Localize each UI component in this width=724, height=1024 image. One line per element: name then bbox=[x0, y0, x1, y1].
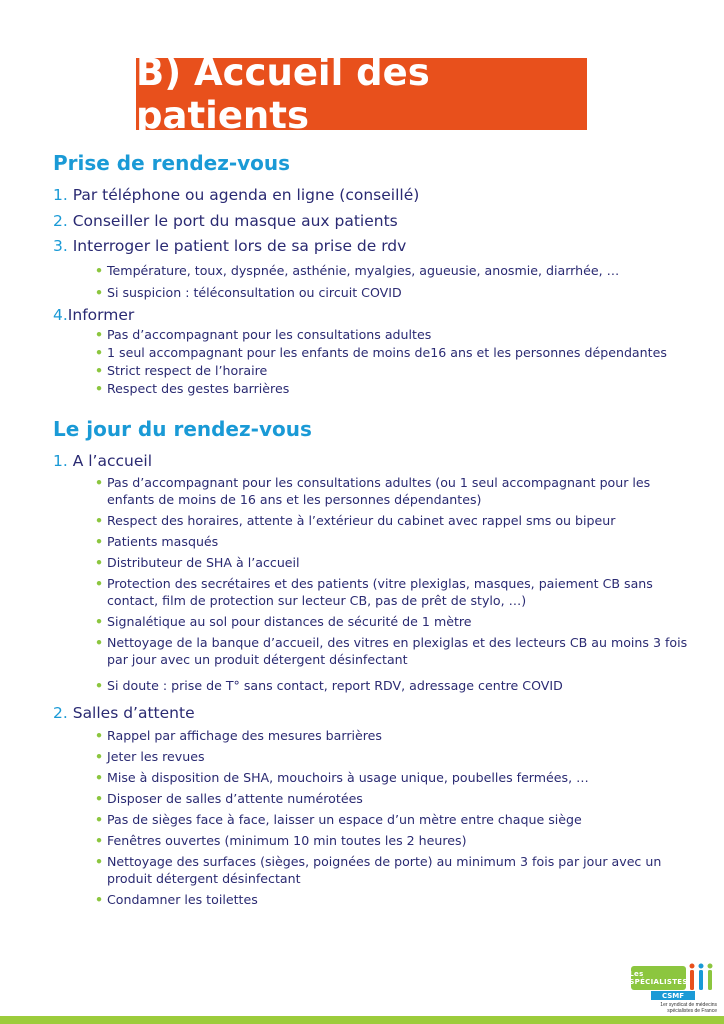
list-item: • Rappel par affichage des mesures barrières bbox=[95, 728, 382, 743]
bullet-dot-icon: • bbox=[95, 363, 104, 378]
bullet-dot-icon: • bbox=[95, 854, 104, 869]
item-text: Informer bbox=[67, 306, 135, 324]
list-item: • Si suspicion : téléconsultation ou circuit COVID bbox=[95, 285, 402, 300]
bullet-dot-icon: • bbox=[95, 513, 104, 528]
list-item: • Température, toux, dyspnée, asthénie, myalgies, agueusie, anosmie, diarrhée, … bbox=[95, 263, 620, 278]
logo-tagline-2: spécialistes de France bbox=[667, 1008, 717, 1014]
people-figures-icon bbox=[687, 962, 715, 992]
salles-attente-bullet-list bbox=[93, 727, 693, 908]
item-number: 2. bbox=[53, 212, 68, 230]
list-item: • Mise à disposition de SHA, mouchoirs à usage unique, poubelles fermées, … bbox=[95, 770, 589, 785]
bullet-dot-icon: • bbox=[95, 263, 104, 278]
list-item: • Jeter les revues bbox=[95, 749, 205, 764]
page-title bbox=[136, 51, 587, 137]
bullet-dot-icon: • bbox=[95, 534, 104, 549]
bullet-dot-icon: • bbox=[95, 678, 104, 693]
logo-badge bbox=[631, 966, 686, 990]
bullet-dot-icon: • bbox=[95, 381, 104, 396]
list-item: • Protection des secrétaires et des patients (vitre plexiglas, masques, paiement CB sans contact, film de protection sur lecteur CB, pas de prêt de stylo, …) bbox=[95, 576, 653, 608]
csmf-logo bbox=[631, 962, 717, 1014]
bullet-dot-icon: • bbox=[95, 576, 104, 591]
list-item: • Disposer de salles d’attente numérotées bbox=[95, 791, 363, 806]
bullet-dot-icon: • bbox=[95, 892, 104, 907]
bullet-dot-icon: • bbox=[95, 791, 104, 806]
section1-item-3 bbox=[53, 237, 406, 255]
list-item: • 1 seul accompagnant pour les enfants de moins de16 ans et les personnes dépendantes bbox=[95, 345, 667, 360]
list-item: • Fenêtres ouvertes (minimum 10 min toutes les 2 heures) bbox=[95, 833, 467, 848]
list-item: • Respect des horaires, attente à l’extérieur du cabinet avec rappel sms ou bipeur bbox=[95, 513, 616, 528]
section1-item-4 bbox=[53, 306, 134, 324]
list-item: • Distributeur de SHA à l’accueil bbox=[95, 555, 300, 570]
item-text: Par téléphone ou agenda en ligne (conseillé) bbox=[67, 186, 420, 204]
page-title-text: B) Accueil des patients bbox=[136, 51, 430, 137]
bullet-dot-icon: • bbox=[95, 749, 104, 764]
item-number: 1. bbox=[53, 186, 68, 204]
section-title-prise-rdv: Prise de rendez-vous bbox=[53, 151, 291, 175]
section2-item-2 bbox=[53, 704, 195, 722]
section1-item-2 bbox=[53, 212, 398, 230]
list-item: • Strict respect de l’horaire bbox=[95, 363, 268, 378]
section1-item-1 bbox=[53, 186, 419, 204]
list-item: • Si doute : prise de T° sans contact, report RDV, adressage centre COVID bbox=[95, 678, 563, 693]
item-number: 2. bbox=[53, 704, 68, 722]
item4-bullet-list bbox=[93, 326, 693, 397]
bullet-dot-icon: • bbox=[95, 770, 104, 785]
bullet-dot-icon: • bbox=[95, 812, 104, 827]
list-item: • Pas d’accompagnant pour les consultations adultes (ou 1 seul accompagnant pour les enfants de moins de 16 ans et les personnes dépendantes) bbox=[95, 475, 651, 507]
logo-tagline-1: 1er syndicat de médecins bbox=[660, 1002, 717, 1008]
bullet-dot-icon: • bbox=[95, 327, 104, 342]
item-number: 3. bbox=[53, 237, 68, 255]
bullet-dot-icon: • bbox=[95, 475, 104, 490]
bullet-dot-icon: • bbox=[95, 635, 104, 650]
logo-badge-text: Les SPÉCIALISTES bbox=[629, 970, 688, 986]
bullet-dot-icon: • bbox=[95, 614, 104, 629]
item-number: 4. bbox=[53, 306, 68, 324]
item-text: A l’accueil bbox=[67, 452, 153, 470]
section2-item-1 bbox=[53, 452, 152, 470]
list-item: • Pas de sièges face à face, laisser un espace d’un mètre entre chaque siège bbox=[95, 812, 582, 827]
list-item: • Condamner les toilettes bbox=[95, 892, 258, 907]
list-item: • Respect des gestes barrières bbox=[95, 381, 290, 396]
bullet-dot-icon: • bbox=[95, 728, 104, 743]
list-item: • Signalétique au sol pour distances de sécurité de 1 mètre bbox=[95, 614, 472, 629]
item-text: Salles d’attente bbox=[67, 704, 195, 722]
bullet-dot-icon: • bbox=[95, 345, 104, 360]
section-title-jour-rdv: Le jour du rendez-vous bbox=[53, 417, 312, 441]
footer-bar bbox=[0, 1016, 724, 1024]
list-item: • Nettoyage de la banque d’accueil, des vitres en plexiglas et des lecteurs CB au moins 3 fois par jour avec un produit détergent désinfectant bbox=[95, 635, 688, 667]
list-item: • Nettoyage des surfaces (sièges, poignées de porte) au minimum 3 fois par jour avec un produit détergent désinfectant bbox=[95, 854, 662, 886]
list-item: • Pas d’accompagnant pour les consultations adultes bbox=[95, 327, 432, 342]
item-text: Conseiller le port du masque aux patients bbox=[67, 212, 398, 230]
bullet-dot-icon: • bbox=[95, 285, 104, 300]
item3-bullet-list bbox=[93, 262, 693, 301]
logo-csmf-label: CSMF bbox=[651, 991, 695, 1000]
item-text: Interroger le patient lors de sa prise de rdv bbox=[67, 237, 407, 255]
bullet-dot-icon: • bbox=[95, 833, 104, 848]
bullet-dot-icon: • bbox=[95, 555, 104, 570]
accueil-bullet-list bbox=[93, 474, 693, 694]
item-number: 1. bbox=[53, 452, 68, 470]
list-item: • Patients masqués bbox=[95, 534, 219, 549]
